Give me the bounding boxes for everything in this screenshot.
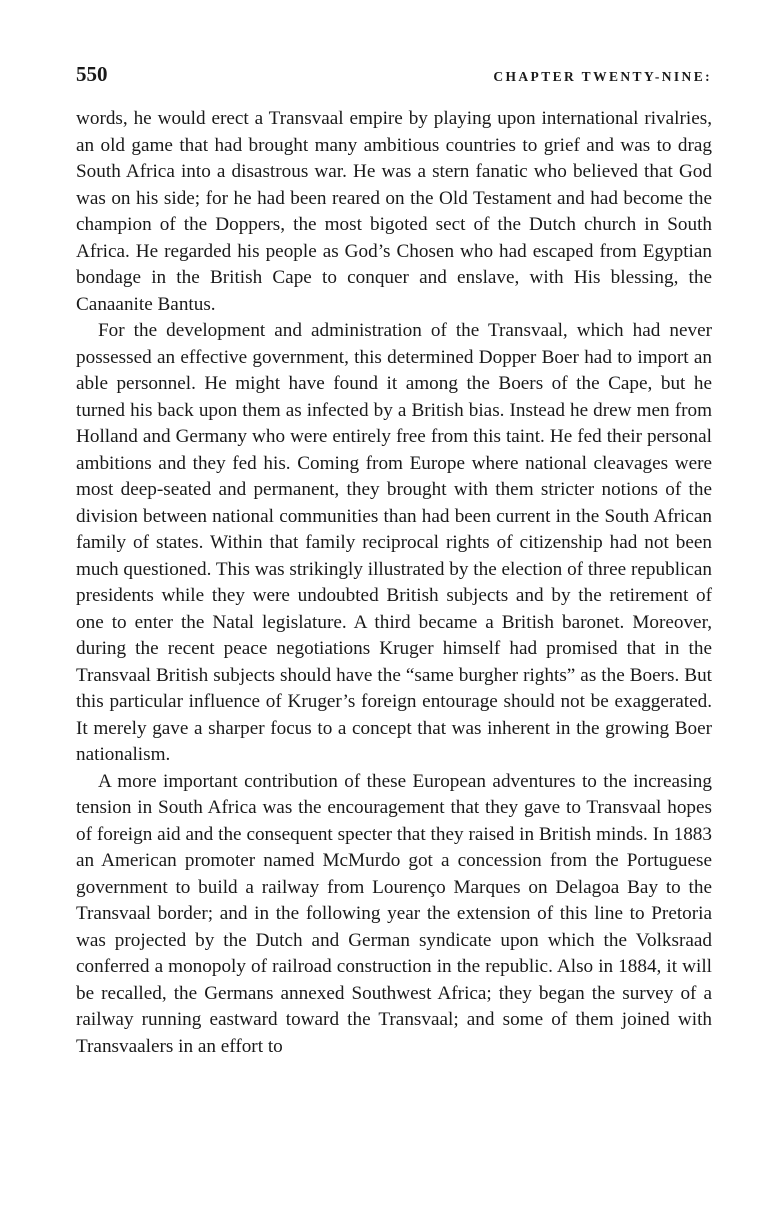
page-number: 550	[76, 62, 108, 86]
body-text	[76, 106, 712, 1060]
paragraph: words, he would erect a Transvaal empire by playing upon international rivalries, an old game that had brought many ambitious countries to grief and was to drag South Africa into a disastrous war. He was a stern fanatic who believed that God was on his side; for he had been reared on the Old Testament and had become the champion of the Doppers, the most bigoted sect of the Dutch church in South Africa. He regarded his people as God’s Chosen who had escaped from Egyptian bondage in the British Cape to conquer and enslave, with His blessing, the Canaanite Bantus.	[76, 108, 712, 315]
paragraph: A more important contribution of these European adventures to the increasing tension in South Africa was the encouragement that they gave to Transvaal hopes of foreign aid and the consequent specter that they raised in British minds. In 1883 an American promoter named McMurdo got a concession from the Portuguese government to build a railway from Lourenço Marques on Delagoa Bay to the Transvaal border; and in the following year the extension of this line to Pretoria was projected by the Dutch and German syndicate upon which the Volksraad conferred a monopoly of railroad construction in the republic. Also in 1884, it will be recalled, the Germans annexed Southwest Africa; they began the survey of a railway running eastward toward the Transvaal; and some of them joined with Transvaalers in an effort to	[76, 770, 712, 1057]
running-head	[76, 62, 712, 96]
book-page	[76, 62, 712, 1060]
paragraph: For the development and administration of the Transvaal, which had never possessed an effective government, this determined Dopper Boer had to import an able personnel. He might have found it among the Boers of the Cape, but he turned his back upon them as infected by a British bias. Instead he drew men from Holland and Germany who were entirely free from this taint. He fed their personal ambitions and they fed his. Coming from Europe where national cleavages were most deep-seated and permanent, they brought with them stricter notions of the division between national communities than had been current in the South African family of states. Within that family reciprocal rights of citizenship had not been much questioned. This was strikingly illustrated by the election of three republican presidents while they were undoubted British subjects and by the retirement of one to enter the Natal legislature. A third became a British baronet. Moreover, during the recent peace negotiations Kruger himself had promised that in the Transvaal British subjects should have the “same burgher rights” as the Boers. But this particular influence of Kruger’s foreign entourage should not be exaggerated. It merely gave a sharper focus to a concept that was inherent in the growing Boer nationalism.	[76, 320, 712, 765]
chapter-heading: CHAPTER TWENTY-NINE:	[493, 69, 712, 84]
